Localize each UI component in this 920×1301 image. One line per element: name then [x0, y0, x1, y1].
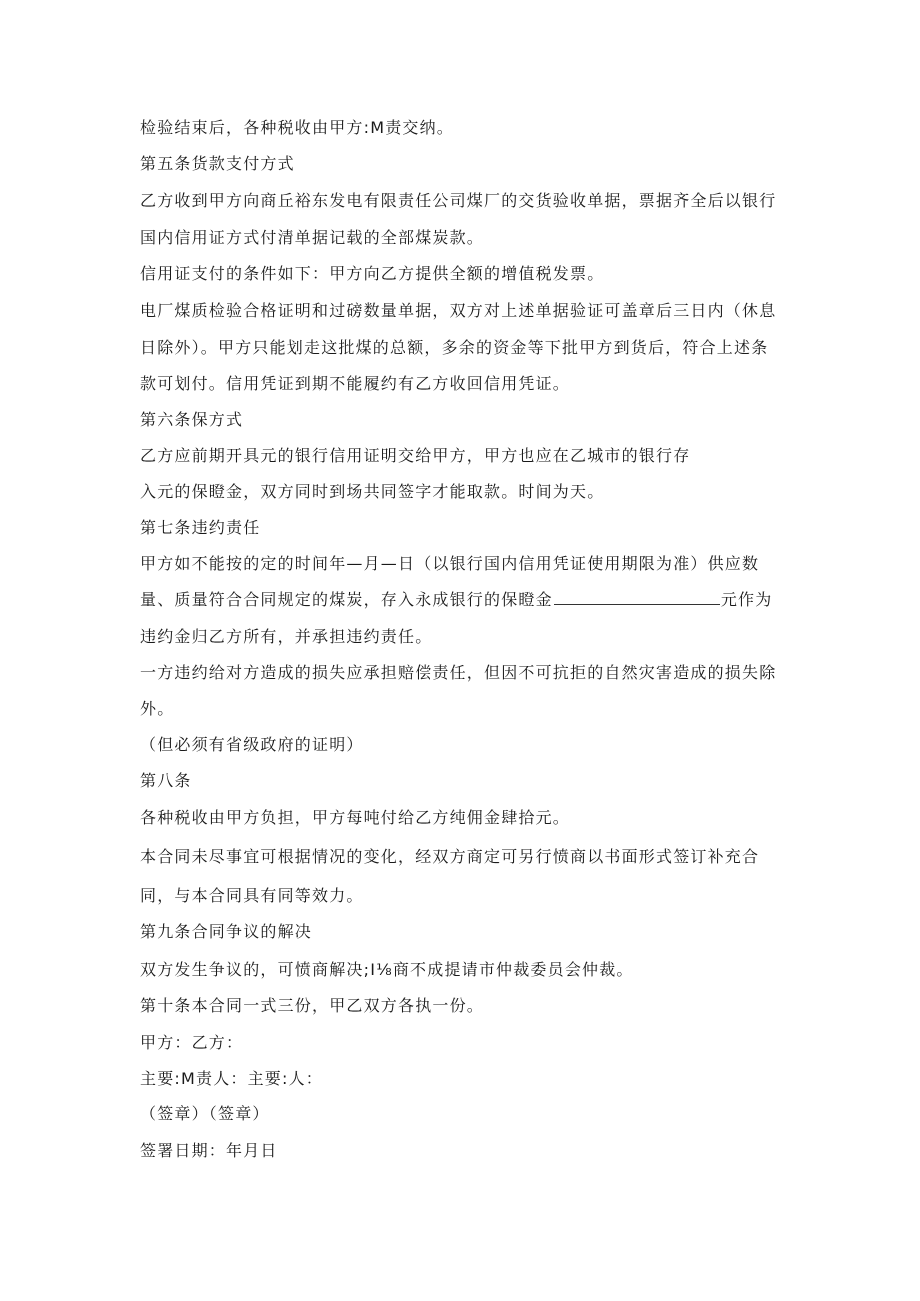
text-line: 检验结束后，各种税收由甲方:M责交纳。 — [140, 118, 454, 137]
text-line: 第十条本合同一式三份，甲乙双方各执一份。 — [140, 996, 485, 1015]
signature-persons: 主要:M责人：主要:人： — [140, 1069, 323, 1088]
section-heading: 第五条货款支付方式 — [140, 154, 295, 173]
text-line: 甲方如不能按的定的时间年—月—日（以银行国内信用凭证使用期限为准）供应数 — [140, 554, 760, 573]
signature-seals: （签章）（签章） — [140, 1104, 270, 1123]
text-line: 电厂煤质检验合格证明和过磅数量单据，双方对上述单据验证可盖章后三日内（休息 — [140, 301, 777, 320]
text-segment: 元作为 — [720, 590, 773, 609]
text-segment: 量、质量符合合同规定的煤炭，存入永成银行的保瞪金 — [140, 590, 553, 609]
text-line: 外。 — [140, 699, 175, 718]
section-heading: 第八条 — [140, 771, 192, 790]
signature-parties: 甲方：乙方： — [140, 1033, 244, 1052]
text-line: 一方违约给对方造成的损失应承担赔偿责任，但因不可抗拒的自然灾害造成的损失除 — [140, 663, 777, 682]
text-line: 日除外）。甲方只能划走这批煤的总额，多余的资金等下批甲方到货后，符合上述条 — [140, 338, 769, 357]
text-line: 违约金归乙方所有，并承担违约责任。 — [140, 627, 433, 646]
text-line: 国内信用证方式付清单据记载的全部煤炭款。 — [140, 228, 485, 247]
text-line: 入元的保瞪金，双方同时到场共同签字才能取款。时间为天。 — [140, 482, 605, 501]
text-line-with-blank — [140, 590, 772, 610]
text-line: 款可划付。信用凭证到期不能履约有乙方收回信用凭证。 — [140, 374, 571, 393]
text-line: 本合同未尽事宜可根据情况的变化，经双方商定可另行愤商以书面形式签订补充合 — [140, 847, 760, 866]
text-line: 信用证支付的条件如下：甲方向乙方提供全额的增值税发票。 — [140, 264, 605, 283]
text-line: （但必须有省级政府的证明） — [140, 735, 364, 754]
section-heading: 第七条违约责任 — [140, 518, 261, 537]
section-heading: 第九条合同争议的解决 — [140, 922, 313, 941]
text-line: 同，与本合同具有同等效力。 — [140, 886, 364, 905]
fill-in-blank — [554, 590, 720, 605]
text-line: 双方发生争议的，可愤商解决;I⅛商不成提请市仲裁委员会仲裁。 — [140, 960, 634, 979]
text-line: 乙方收到甲方向商丘裕东发电有限责任公司煤厂的交货验收单据，票据齐全后以银行 — [140, 191, 777, 210]
signing-date: 签署日期：年月日 — [140, 1141, 278, 1160]
text-line: 各种税收由甲方负担，甲方每吨付给乙方纯佣金肆拾元。 — [140, 808, 571, 827]
section-heading: 第六条保方式 — [140, 410, 244, 429]
text-line: 乙方应前期开具元的银行信用证明交给甲方，甲方也应在乙城市的银行存 — [140, 446, 691, 465]
